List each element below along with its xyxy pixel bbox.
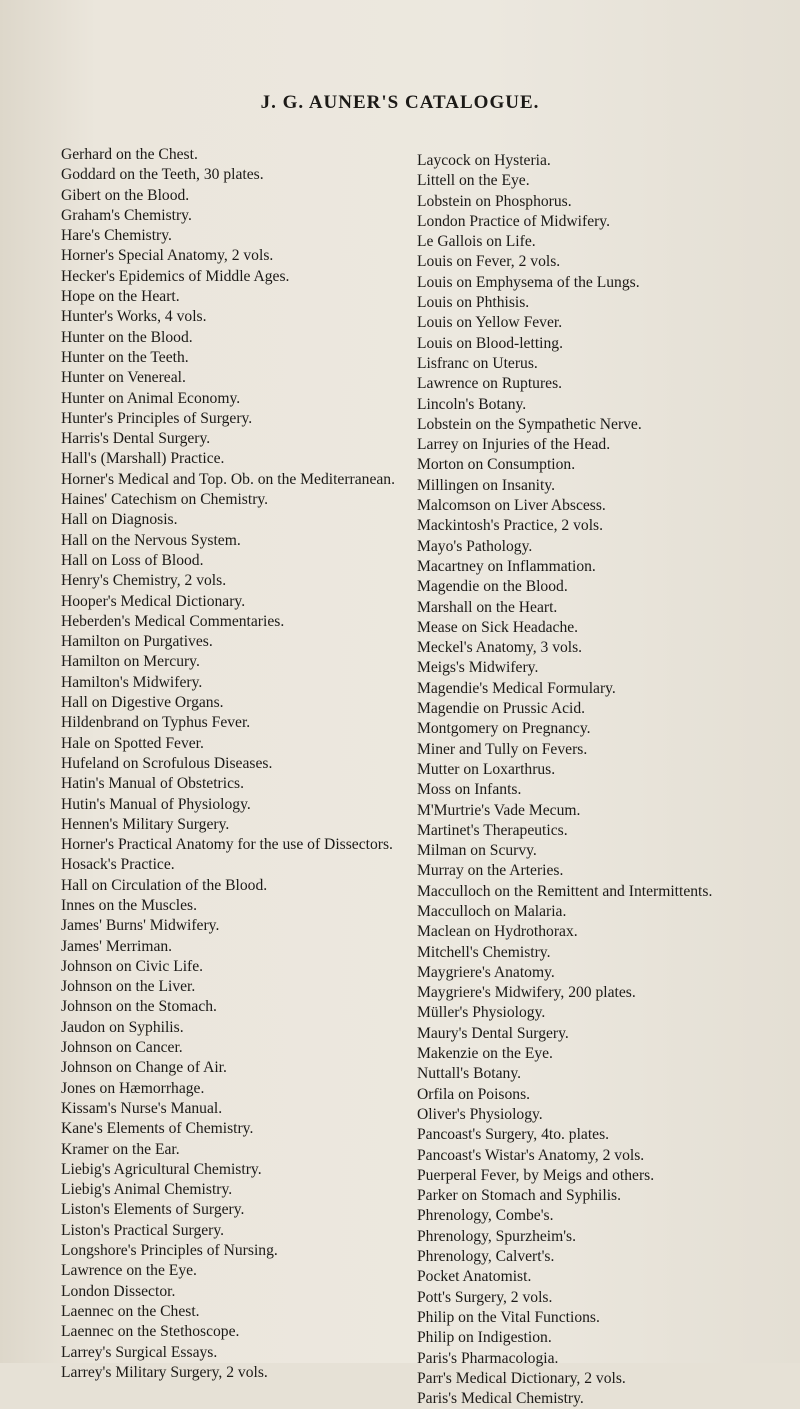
catalogue-entry: Johnson on the Stomach.	[61, 998, 217, 1016]
catalogue-entry: Hunter's Principles of Surgery.	[61, 409, 253, 427]
catalogue-entry: Macculloch on Malaria.	[417, 902, 567, 920]
catalogue-entry: Pancoast's Surgery, 4to. plates.	[417, 1126, 610, 1144]
catalogue-entry: Philip on the Vital Functions.	[417, 1308, 600, 1326]
catalogue-entry: Hale on Spotted Fever.	[61, 734, 204, 752]
catalogue-entry: Johnson on Change of Air.	[61, 1059, 227, 1077]
catalogue-entry: Larrey's Surgical Essays.	[61, 1343, 218, 1361]
catalogue-entry: Magendie on Prussic Acid.	[417, 700, 586, 718]
catalogue-entry: Montgomery on Pregnancy.	[417, 720, 591, 738]
catalogue-entry: Hall on Circulation of the Blood.	[61, 876, 268, 894]
catalogue-entry: M'Murtrie's Vade Mecum.	[417, 801, 581, 819]
catalogue-entry: Magendie on the Blood.	[417, 578, 568, 596]
catalogue-entry: Louis on Emphysema of the Lungs.	[417, 273, 640, 291]
right-column-list	[417, 151, 800, 1409]
catalogue-entry: Hunter's Works, 4 vols.	[61, 308, 207, 326]
catalogue-entry: Hamilton's Midwifery.	[61, 673, 203, 691]
catalogue-entry: Jones on Hæmorrhage.	[61, 1079, 205, 1097]
catalogue-entry: Millingen on Insanity.	[417, 476, 556, 494]
catalogue-entry: Pott's Surgery, 2 vols.	[417, 1288, 553, 1306]
catalogue-entry: Hennen's Military Surgery.	[61, 815, 230, 833]
catalogue-entry: Liebig's Animal Chemistry.	[61, 1181, 233, 1199]
catalogue-entry: Johnson on Civic Life.	[61, 957, 204, 975]
catalogue-entry: Maygriere's Midwifery, 200 plates.	[417, 984, 636, 1002]
catalogue-entry: Liston's Elements of Surgery.	[61, 1201, 245, 1219]
catalogue-entry: Hall's (Marshall) Practice.	[61, 450, 225, 468]
catalogue-entry: Hosack's Practice.	[61, 856, 175, 874]
catalogue-entry: Horner's Medical and Top. Ob. on the Mediterranean.	[61, 470, 395, 488]
catalogue-entry: Orfila on Poisons.	[417, 1085, 531, 1103]
catalogue-entry: Louis on Fever, 2 vols.	[417, 253, 561, 271]
left-column-list	[61, 145, 406, 1383]
catalogue-entry: Parker on Stomach and Syphilis.	[417, 1187, 621, 1205]
catalogue-entry: Longshore's Principles of Nursing.	[61, 1242, 278, 1260]
catalogue-entry: Philip on Indigestion.	[417, 1329, 552, 1347]
catalogue-entry: Johnson on the Liver.	[61, 978, 196, 996]
catalogue-entry: Phrenology, Combe's.	[417, 1207, 554, 1225]
catalogue-entry: Mackintosh's Practice, 2 vols.	[417, 517, 604, 535]
catalogue-entry: Louis on Yellow Fever.	[417, 314, 563, 332]
catalogue-entry: Maclean on Hydrothorax.	[417, 923, 578, 941]
catalogue-entry: Paris's Pharmacologia.	[417, 1349, 559, 1367]
catalogue-entry: Littell on the Eye.	[417, 172, 530, 190]
catalogue-entry: Nuttall's Botany.	[417, 1065, 522, 1083]
catalogue-entry: Innes on the Muscles.	[61, 896, 197, 914]
catalogue-entry: Macartney on Inflammation.	[417, 557, 596, 575]
catalogue-entry: Johnson on Cancer.	[61, 1039, 183, 1057]
catalogue-entry: Kissam's Nurse's Manual.	[61, 1099, 223, 1117]
catalogue-entry: Jaudon on Syphilis.	[61, 1018, 184, 1036]
catalogue-entry: Lawrence on the Eye.	[61, 1262, 197, 1280]
catalogue-entry: Louis on Phthisis.	[417, 294, 530, 312]
catalogue-entry: Moss on Infants.	[417, 781, 522, 799]
catalogue-entry: Gerhard on the Chest.	[61, 146, 198, 163]
catalogue-entry: Makenzie on the Eye.	[417, 1045, 553, 1063]
catalogue-entry: Laennec on the Chest.	[61, 1302, 200, 1320]
catalogue-entry: Mayo's Pathology.	[417, 537, 533, 555]
catalogue-entry: James' Merriman.	[61, 937, 173, 955]
catalogue-entry: Morton on Consumption.	[417, 456, 576, 474]
catalogue-entry: Meckel's Anatomy, 3 vols.	[417, 639, 583, 657]
catalogue-entry: Haines' Catechism on Chemistry.	[61, 491, 269, 509]
catalogue-entry: Lawrence on Ruptures.	[417, 375, 563, 393]
catalogue-entry: Hecker's Epidemics of Middle Ages.	[61, 267, 290, 285]
catalogue-entry: Lincoln's Botany.	[417, 395, 527, 413]
catalogue-entry: Mutter on Loxarthrus.	[417, 760, 556, 778]
catalogue-entry: Hunter on Animal Economy.	[61, 389, 241, 407]
catalogue-entry: Hunter on the Blood.	[61, 328, 193, 346]
catalogue-entry: Hall on Diagnosis.	[61, 511, 178, 529]
catalogue-entry: Müller's Physiology.	[417, 1004, 546, 1022]
catalogue-entry: Horner's Practical Anatomy for the use of Dissectors.	[61, 836, 393, 854]
catalogue-entry: Lisfranc on Uterus.	[417, 354, 538, 372]
catalogue-entry: Malcomson on Liver Abscess.	[417, 497, 606, 515]
catalogue-entry: Miner and Tully on Fevers.	[417, 740, 588, 758]
catalogue-entry: Hamilton on Mercury.	[61, 653, 200, 671]
catalogue-entry: Hall on the Nervous System.	[61, 531, 241, 549]
catalogue-entry: Hatin's Manual of Obstetrics.	[61, 775, 244, 793]
catalogue-entry: Kramer on the Ear.	[61, 1140, 180, 1158]
catalogue-entry: Laycock on Hysteria.	[417, 152, 551, 169]
catalogue-entry: Louis on Blood-letting.	[417, 334, 563, 352]
catalogue-entry: Larrey on Injuries of the Head.	[417, 436, 611, 454]
catalogue-entry: Hall on Loss of Blood.	[61, 551, 204, 569]
catalogue-entry: Pocket Anatomist.	[417, 1268, 532, 1286]
catalogue-entry: Mease on Sick Headache.	[417, 618, 579, 636]
catalogue-entry: Heberden's Medical Commentaries.	[61, 612, 285, 630]
catalogue-entry: Martinet's Therapeutics.	[417, 821, 568, 839]
catalogue-entry: Meigs's Midwifery.	[417, 659, 539, 677]
catalogue-entry: Hutin's Manual of Physiology.	[61, 795, 251, 813]
catalogue-entry: Kane's Elements of Chemistry.	[61, 1120, 254, 1138]
catalogue-entry: Hufeland on Scrofulous Diseases.	[61, 754, 273, 772]
catalogue-entry: Puerperal Fever, by Meigs and others.	[417, 1166, 655, 1184]
page-header: J. G. AUNER'S CATALOGUE.	[260, 92, 540, 113]
catalogue-entry: Hall on Digestive Organs.	[61, 694, 224, 712]
catalogue-entry: Graham's Chemistry.	[61, 206, 192, 224]
catalogue-entry: Maygriere's Anatomy.	[417, 963, 555, 981]
catalogue-entry: James' Burns' Midwifery.	[61, 917, 220, 935]
catalogue-entry: Harris's Dental Surgery.	[61, 430, 211, 448]
catalogue-entry: Laennec on the Stethoscope.	[61, 1323, 240, 1341]
catalogue-entry: Hunter on the Teeth.	[61, 348, 189, 366]
catalogue-entry: London Dissector.	[61, 1282, 176, 1300]
catalogue-entry: Le Gallois on Life.	[417, 233, 536, 251]
catalogue-entry: Macculloch on the Remittent and Intermittents.	[417, 882, 713, 900]
catalogue-entry: Larrey's Military Surgery, 2 vols.	[61, 1363, 268, 1381]
catalogue-entry: Mitchell's Chemistry.	[417, 943, 551, 961]
catalogue-entry: Oliver's Physiology.	[417, 1105, 543, 1123]
catalogue-entry: Phrenology, Calvert's.	[417, 1248, 555, 1266]
catalogue-entry: Liston's Practical Surgery.	[61, 1221, 225, 1239]
catalogue-entry: Hooper's Medical Dictionary.	[61, 592, 246, 610]
catalogue-entry: Henry's Chemistry, 2 vols.	[61, 572, 227, 590]
catalogue-entry: Lobstein on Phosphorus.	[417, 192, 572, 210]
catalogue-entry: Pancoast's Wistar's Anatomy, 2 vols.	[417, 1146, 645, 1164]
catalogue-entry: Hare's Chemistry.	[61, 227, 172, 245]
catalogue-entry: Lobstein on the Sympathetic Nerve.	[417, 415, 642, 433]
catalogue-entry: Paris's Medical Chemistry.	[417, 1390, 584, 1408]
catalogue-entry: Goddard on the Teeth, 30 plates.	[61, 166, 264, 184]
catalogue-entry: Magendie's Medical Formulary.	[417, 679, 616, 697]
catalogue-entry: Hamilton on Purgatives.	[61, 633, 213, 651]
catalogue-entry: Marshall on the Heart.	[417, 598, 558, 616]
catalogue-entry: Liebig's Agricultural Chemistry.	[61, 1160, 262, 1178]
catalogue-entry: Hunter on Venereal.	[61, 369, 186, 387]
catalogue-entry: Horner's Special Anatomy, 2 vols.	[61, 247, 274, 265]
catalogue-entry: Milman on Scurvy.	[417, 842, 537, 860]
catalogue-entry: Parr's Medical Dictionary, 2 vols.	[417, 1369, 626, 1387]
catalogue-entry: Gibert on the Blood.	[61, 186, 190, 204]
catalogue-entry: Hildenbrand on Typhus Fever.	[61, 714, 251, 732]
catalogue-entry: Murray on the Arteries.	[417, 862, 564, 880]
catalogue-entry: London Practice of Midwifery.	[417, 212, 610, 230]
catalogue-entry: Hope on the Heart.	[61, 288, 180, 306]
catalogue-entry: Phrenology, Spurzheim's.	[417, 1227, 577, 1245]
catalogue-entry: Maury's Dental Surgery.	[417, 1024, 569, 1042]
